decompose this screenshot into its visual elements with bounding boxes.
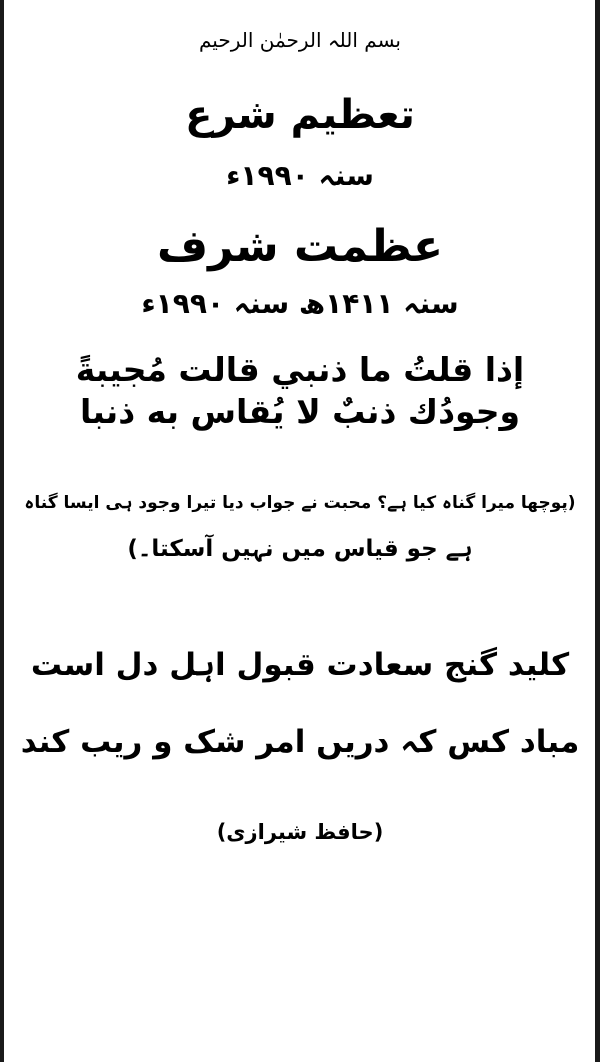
poet-attribution: (حافظ شیرازی) [216, 820, 384, 844]
title-azmat-e-sharaf: عظمت شرف [156, 221, 444, 272]
urdu-translation-line-2: ہے جو قیاس میں نہیں آسکتا۔) [127, 536, 473, 562]
year-line-2: سنہ ۱۴۱۱ھ سنہ ۱۹۹۰ء [141, 287, 459, 320]
bismillah-heading: بسم اللہ الرحمٰن الرحیم [198, 28, 401, 52]
year-line-1: سنہ ۱۹۹۰ء [226, 159, 374, 192]
scan-right-edge [595, 0, 600, 1062]
urdu-translation-line-1: (پوچھا میرا گناہ کیا ہے؟ محبت نے جواب دیا تیرا وجود ہی ایسا گناہ [24, 493, 576, 513]
persian-verse-line-2: مباد کس کہ دریں امر شک و ریب کند [20, 724, 580, 760]
scan-left-edge [0, 0, 4, 1062]
arabic-verse-line-2: وجودُك ذنبٌ لا يُقاس به ذنبا [79, 392, 521, 431]
arabic-verse-line-1: إذا قلتُ ما ذنبي قالت مُجيبةً [75, 350, 525, 389]
persian-verse-line-1: کلید گنج سعادت قبول اہل دل است [30, 647, 570, 683]
title-tazeem-e-shara: تعظیم شرع [185, 92, 415, 138]
